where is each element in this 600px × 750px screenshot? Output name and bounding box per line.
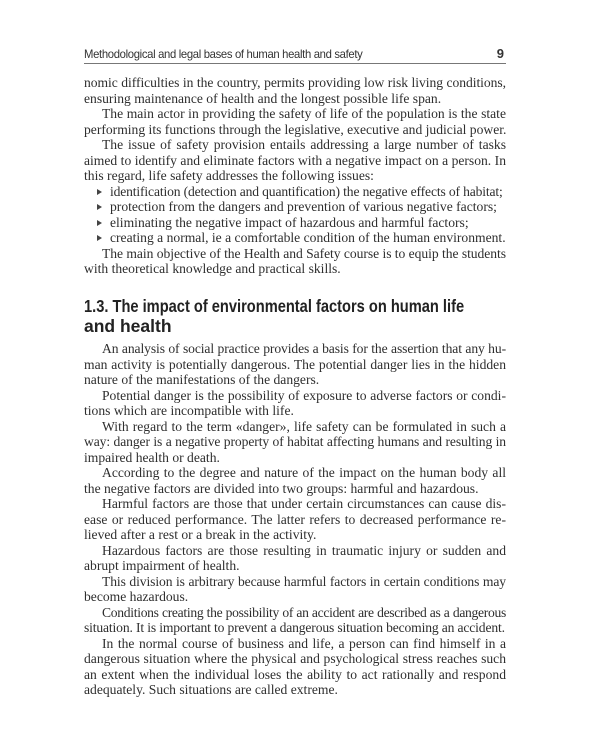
text-line: man activity is potentially dangerous. The potential danger lies in the hidden [84, 356, 506, 372]
text-line: Harmful factors are those that under certain circumstances can cause dis- [102, 496, 506, 511]
paragraph [84, 543, 506, 574]
paragraph [84, 388, 506, 419]
text-line: performing its functions through the legislative, executive and judicial power. [84, 121, 507, 137]
text-line: aimed to identify and eliminate factors with a negative impact on a person. In [84, 152, 506, 168]
text-line: way: danger is a negative property of habitat affecting humans and resulting in [84, 434, 506, 449]
bullet-item: eliminating the negative impact of hazardous and harmful factors; [84, 215, 506, 231]
paragraph [84, 636, 506, 698]
paragraph [84, 75, 506, 106]
text-line: lieved after a rest or a break in the activity. [84, 527, 317, 542]
page-number: 9 [496, 46, 504, 61]
text-line: The issue of safety provision entails addressing a large number of tasks [102, 137, 506, 152]
paragraph [84, 605, 506, 636]
section-intro-text [84, 75, 506, 277]
heading-line: and health [84, 316, 172, 336]
text-line: with theoretical knowledge and practical skills. [84, 261, 341, 276]
text-line: the negative factors are divided into two groups: harmful and hazardous. [84, 480, 479, 496]
text-line: an extent when the individual loses the ability to act rationally and respond [84, 666, 506, 682]
section-heading [84, 296, 506, 336]
running-header [84, 46, 506, 64]
text-line: abrupt impairment of health. [84, 558, 240, 573]
text-line: nature of the manifestations of the dangers. [84, 372, 320, 387]
text-line: The main objective of the Health and Safety course is to equip the students [102, 245, 506, 261]
bullet-item: protection from the dangers and prevention of various negative factors; [84, 199, 506, 215]
text-line: The main actor in providing the safety of life of the population is the state [102, 106, 506, 121]
text-line: In the normal course of business and life, a person can find himself in a [102, 635, 506, 651]
bullet-item: creating a normal, ie a comfortable condition of the human environment. [84, 230, 506, 246]
text-line: Hazardous factors are those resulting in traumatic injury or sudden and [102, 542, 506, 558]
text-line: tions which are incompatible with life. [84, 403, 294, 418]
text-line: this regard, life safety addresses the following issues: [84, 168, 374, 183]
text-line: This division is arbitrary because harmful factors in certain conditions may [102, 573, 506, 589]
text-line: ensuring maintenance of health and the longest possible life span. [84, 90, 442, 106]
paragraph [84, 496, 506, 543]
text-line: impaired health or death. [84, 449, 220, 465]
section-body-text [84, 341, 506, 698]
paragraph [84, 419, 506, 466]
paragraph [84, 246, 506, 277]
bullet-list [84, 184, 506, 246]
paragraph [84, 341, 506, 388]
text-line: dangerous situation where the physical and psychological stress reaches such [84, 651, 506, 666]
paragraph [84, 574, 506, 605]
text-line: With regard to the term «danger», life safety can be formulated in such a [102, 418, 506, 434]
heading-line: 1.3. The impact of environmental factors on human life [84, 296, 465, 316]
text-line: situation. It is important to prevent a dangerous situation becoming an accident. [84, 620, 505, 635]
text-line: Conditions creating the possibility of an accident are described as a dangerous [102, 604, 506, 620]
text-line: ease or reduced performance. The latter refers to decreased performance re- [84, 511, 506, 527]
text-line: An analysis of social practice provides a basis for the assertion that any hu- [102, 341, 506, 356]
paragraph [84, 137, 506, 184]
text-line: become hazardous. [84, 589, 189, 604]
running-title: Methodological and legal bases of human health and safety [84, 47, 363, 61]
bullet-item: identification (detection and quantification) the negative effects of habitat; [84, 184, 506, 200]
text-line: nomic difficulties in the country, permits providing low risk living conditions, [84, 75, 506, 90]
paragraph [84, 465, 506, 496]
text-line: adequately. Such situations are called extreme. [84, 682, 338, 697]
paragraph [84, 106, 506, 137]
text-line: According to the degree and nature of the impact on the human body all [102, 465, 506, 480]
text-line: Potential danger is the possibility of exposure to adverse factors or condi- [102, 387, 506, 403]
